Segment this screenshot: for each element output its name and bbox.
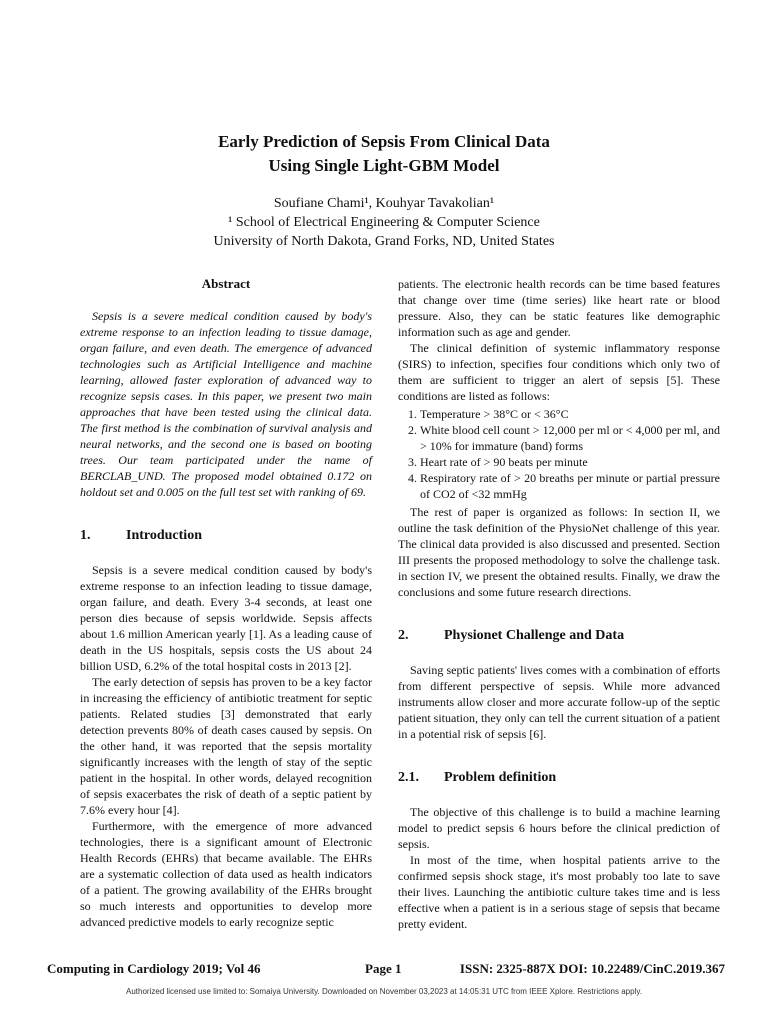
affiliation-line-1: ¹ School of Electrical Engineering & Computer Science [228, 215, 540, 230]
title-line-1: Early Prediction of Sepsis From Clinical Data [218, 132, 550, 151]
paper-title [0, 130, 768, 178]
section-2-1-paragraph-2: In most of the time, when hospital patients arrive to the confirmed sepsis shock stage, it's most probably too late to save their lives. Launching the antibiotic culture takes time and is less effective when a patient is in a serious stage of sepsis that became pretty evident. [398, 853, 720, 931]
abstract-text: Sepsis is a severe medical condition caused by body's extreme response to an infection leading to tissue damage, organ failure, and even death. The emergence of advanced technologies such as Artificial Intelligence and machine learning, allowed faster exploration of advanced way to recognize sepsis cases. In this paper, we present two main approaches that have been tested using the clinical data. The first method is the combination of survival analysis and neural networks, and the second one is based on booting trees. Our team participated under the name of BERCLAB_UND. The proposed model obtained 0.172 on holdout set and 0.005 on the full test set with ranking of 69. [80, 309, 372, 499]
sirs-conditions-list [398, 406, 720, 502]
section-2-1-title: Problem definition [444, 770, 557, 785]
section-2-heading [398, 628, 720, 644]
footer-journal: Computing in Cardiology 2019; Vol 46 [47, 961, 261, 976]
affiliation-line-2: University of North Dakota, Grand Forks, ND, United States [213, 234, 555, 249]
section-2-1-paragraph-1: The objective of this challenge is to build a machine learning model to predict sepsis 6 hours before the clinical prediction of sepsis. [398, 805, 720, 851]
license-notice: Authorized licensed use limited to: Somaiya University. Downloaded on November 03,2023 at 14:05:31 UTC from IEEE Xplore. Restrictions apply. [126, 987, 642, 996]
list-item: 1. Temperature > 38°C or < 36°C [420, 406, 720, 422]
section-2-paragraph-1: Saving septic patients' lives comes with a combination of efforts from different perspective of sepsis. While more advanced instruments allow closer and more accurate follow-up of the septic patient situation, they only can tell the current situation of a patient in a potential risk of sepsis [6]. [398, 663, 720, 741]
author-block [0, 194, 768, 251]
intro-paragraph-3: Furthermore, with the emergence of more advanced technologies, there is a significant amount of Electronic Health Records (EHRs) that became available. The EHRs are a systematic collection of data used as health indicators of a patient. The growing availability of the EHRs brought so much interests and opportunities to develop more advanced predictive models to early recognize septic [80, 819, 372, 929]
left-column [80, 276, 372, 930]
authors: Soufiane Chami¹, Kouhyar Tavakolian¹ [273, 196, 495, 211]
section-1-heading [80, 528, 372, 544]
footer-page-number: Page 1 [365, 961, 402, 976]
right-column [398, 276, 720, 932]
section-2-1-number: 2.1. [398, 770, 419, 785]
section-2-number: 2. [398, 628, 409, 643]
intro-paragraph-4: patients. The electronic health records can be time based features that change over time (time series) like heart rate or blood pressure. Also, they can be static features like demographic information such as age and gender. [398, 277, 720, 339]
title-line-2: Using Single Light-GBM Model [268, 156, 500, 175]
section-1-number: 1. [80, 528, 91, 543]
section-1-title: Introduction [126, 528, 202, 543]
abstract-heading: Abstract [201, 276, 251, 291]
list-item: 2. White blood cell count > 12,000 per ml or < 4,000 per ml, and > 10% for immature (band) forms [420, 422, 720, 454]
list-item: 4. Respiratory rate of > 20 breaths per minute or partial pressure of CO2 of <32 mmHg [420, 470, 720, 502]
intro-paragraph-1: Sepsis is a severe medical condition caused by body's extreme response to an infection leading to tissue damage, organ failure, and death. Every 3-4 seconds, at least one person dies because of sepsis worldwide. Sepsis affects about 1.6 million American yearly [1]. As a leading cause of death in the US hospitals, sepsis costs the US about 24 billion USD, 6.2% of the total hospital costs in 2013 [2]. [80, 563, 372, 673]
footer-issn-doi: ISSN: 2325-887X DOI: 10.22489/CinC.2019.367 [459, 961, 725, 976]
section-2-title: Physionet Challenge and Data [444, 628, 625, 643]
list-item: 3. Heart rate of > 90 beats per minute [420, 454, 720, 470]
intro-paragraph-5: The clinical definition of systemic inflammatory response (SIRS) to infection, specifies four conditions which only two of them are sufficient to trigger an alert of sepsis [5]. These conditions are listed as follows: [398, 341, 720, 403]
section-2-1-heading [398, 770, 720, 786]
intro-paragraph-2: The early detection of sepsis has proven to be a key factor in increasing the efficiency of antibiotic treatment for septic patients. Related studies [3] demonstrated that early detection prevents 80% of death cases caused by sepsis. On the other hand, it was reported that the sepsis mortality significantly increases with the length of stay of the septic patient in the hospital. In other words, delayed recognition of sepsis exacerbates the risk of death of a septic patient by 7.6% every hour [4]. [80, 675, 372, 817]
intro-paragraph-6: The rest of paper is organized as follows: In section II, we outline the task definition of the PhysioNet challenge of this year. The clinical data provided is also discussed and presented. Section III presents the proposed methodology to solve the challenge task. in section IV, we present the obtained results. Finally, we draw the conclusions and some future research directions. [398, 505, 720, 599]
